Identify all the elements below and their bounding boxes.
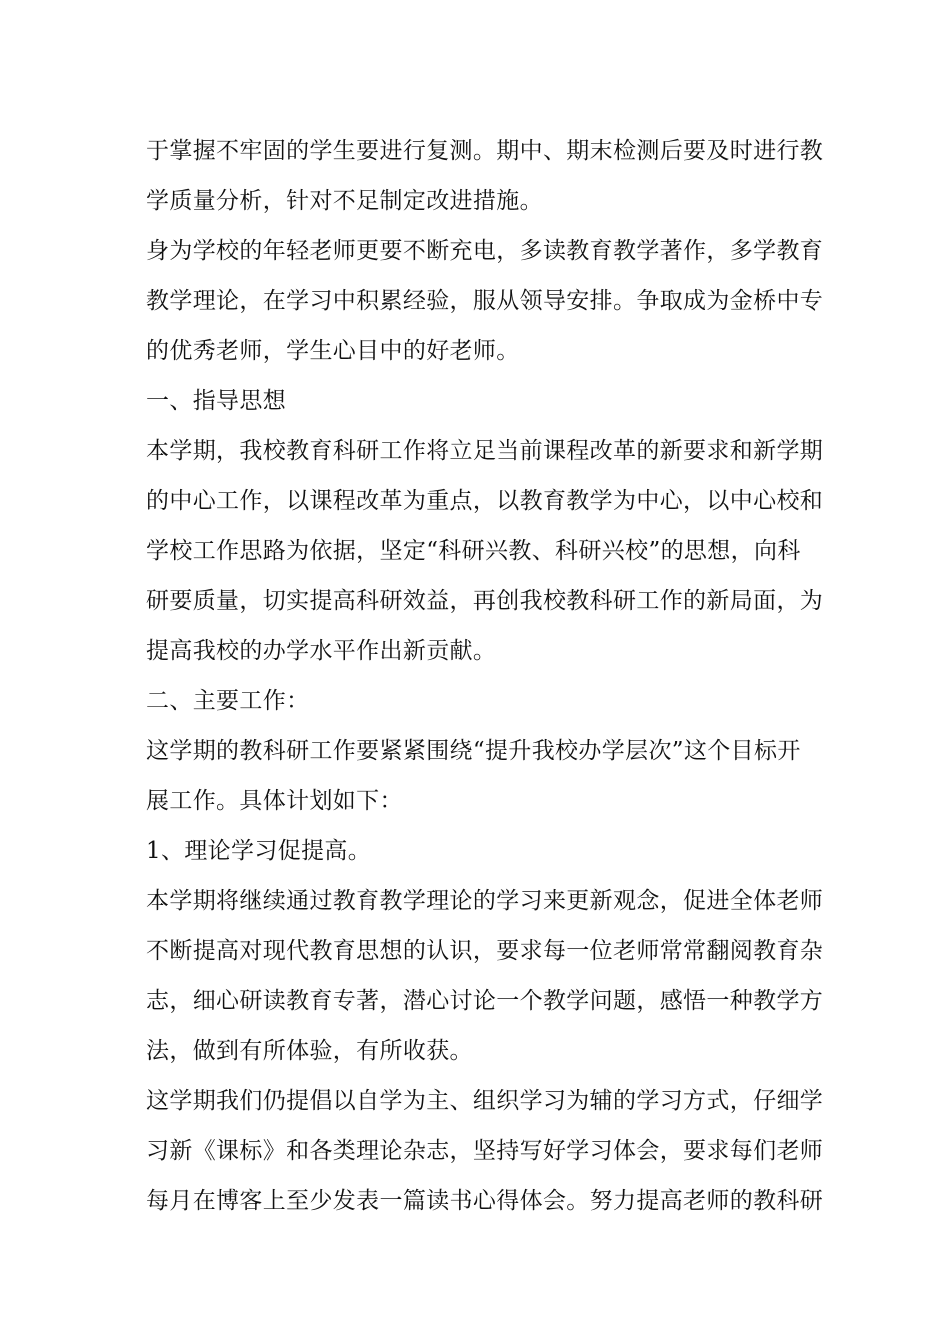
text-line: 本学期，我校教育科研工作将立足当前课程改革的新要求和新学期 <box>146 438 824 464</box>
text-line: 研要质量，切实提高科研效益，再创我校教科研工作的新局面，为 <box>146 588 824 614</box>
text-line: 每月在博客上至少发表一篇读书心得体会。努力提高老师的教科研 <box>146 1188 824 1214</box>
text-line: 于掌握不牢固的学生要进行复测。期中、期末检测后要及时进行教 <box>146 138 824 164</box>
text-line: 这学期的教科研工作要紧紧围绕“提升我校办学层次”这个目标开 <box>146 738 801 764</box>
text-line: 展工作。具体计划如下： <box>146 788 403 814</box>
section-heading: 二、主要工作： <box>146 688 310 714</box>
text-line: 习新《课标》和各类理论杂志，坚持写好学习体会，要求每们老师 <box>146 1138 824 1164</box>
text-line: 学质量分析，针对不足制定改进措施。 <box>146 188 543 214</box>
text-line: 教学理论，在学习中积累经验，服从领导安排。争取成为金桥中专 <box>146 288 824 314</box>
text-line: 志，细心研读教育专著，潜心讨论一个教学问题，感悟一种教学方 <box>146 988 824 1014</box>
text-line: 身为学校的年轻老师更要不断充电，多读教育教学著作，多学教育 <box>146 238 824 264</box>
section-heading: 一、指导思想 <box>146 388 287 414</box>
text-line: 的中心工作，以课程改革为重点，以教育教学为中心，以中心校和 <box>146 488 824 514</box>
text-line: 的优秀老师，学生心目中的好老师。 <box>146 338 520 364</box>
subsection-heading: 1、理论学习促提高。 <box>146 838 372 864</box>
text-line: 学校工作思路为依据，坚定“科研兴教、科研兴校”的思想，向科 <box>146 538 801 564</box>
text-line: 提高我校的办学水平作出新贡献。 <box>146 638 497 664</box>
text-line: 本学期将继续通过教育教学理论的学习来更新观念，促进全体老师 <box>146 888 824 914</box>
text-line: 不断提高对现代教育思想的认识，要求每一位老师常常翻阅教育杂 <box>146 938 824 964</box>
text-line: 法，做到有所体验，有所收获。 <box>146 1038 473 1064</box>
text-line: 这学期我们仍提倡以自学为主、组织学习为辅的学习方式，仔细学 <box>146 1088 824 1114</box>
document-body <box>146 126 824 1226</box>
